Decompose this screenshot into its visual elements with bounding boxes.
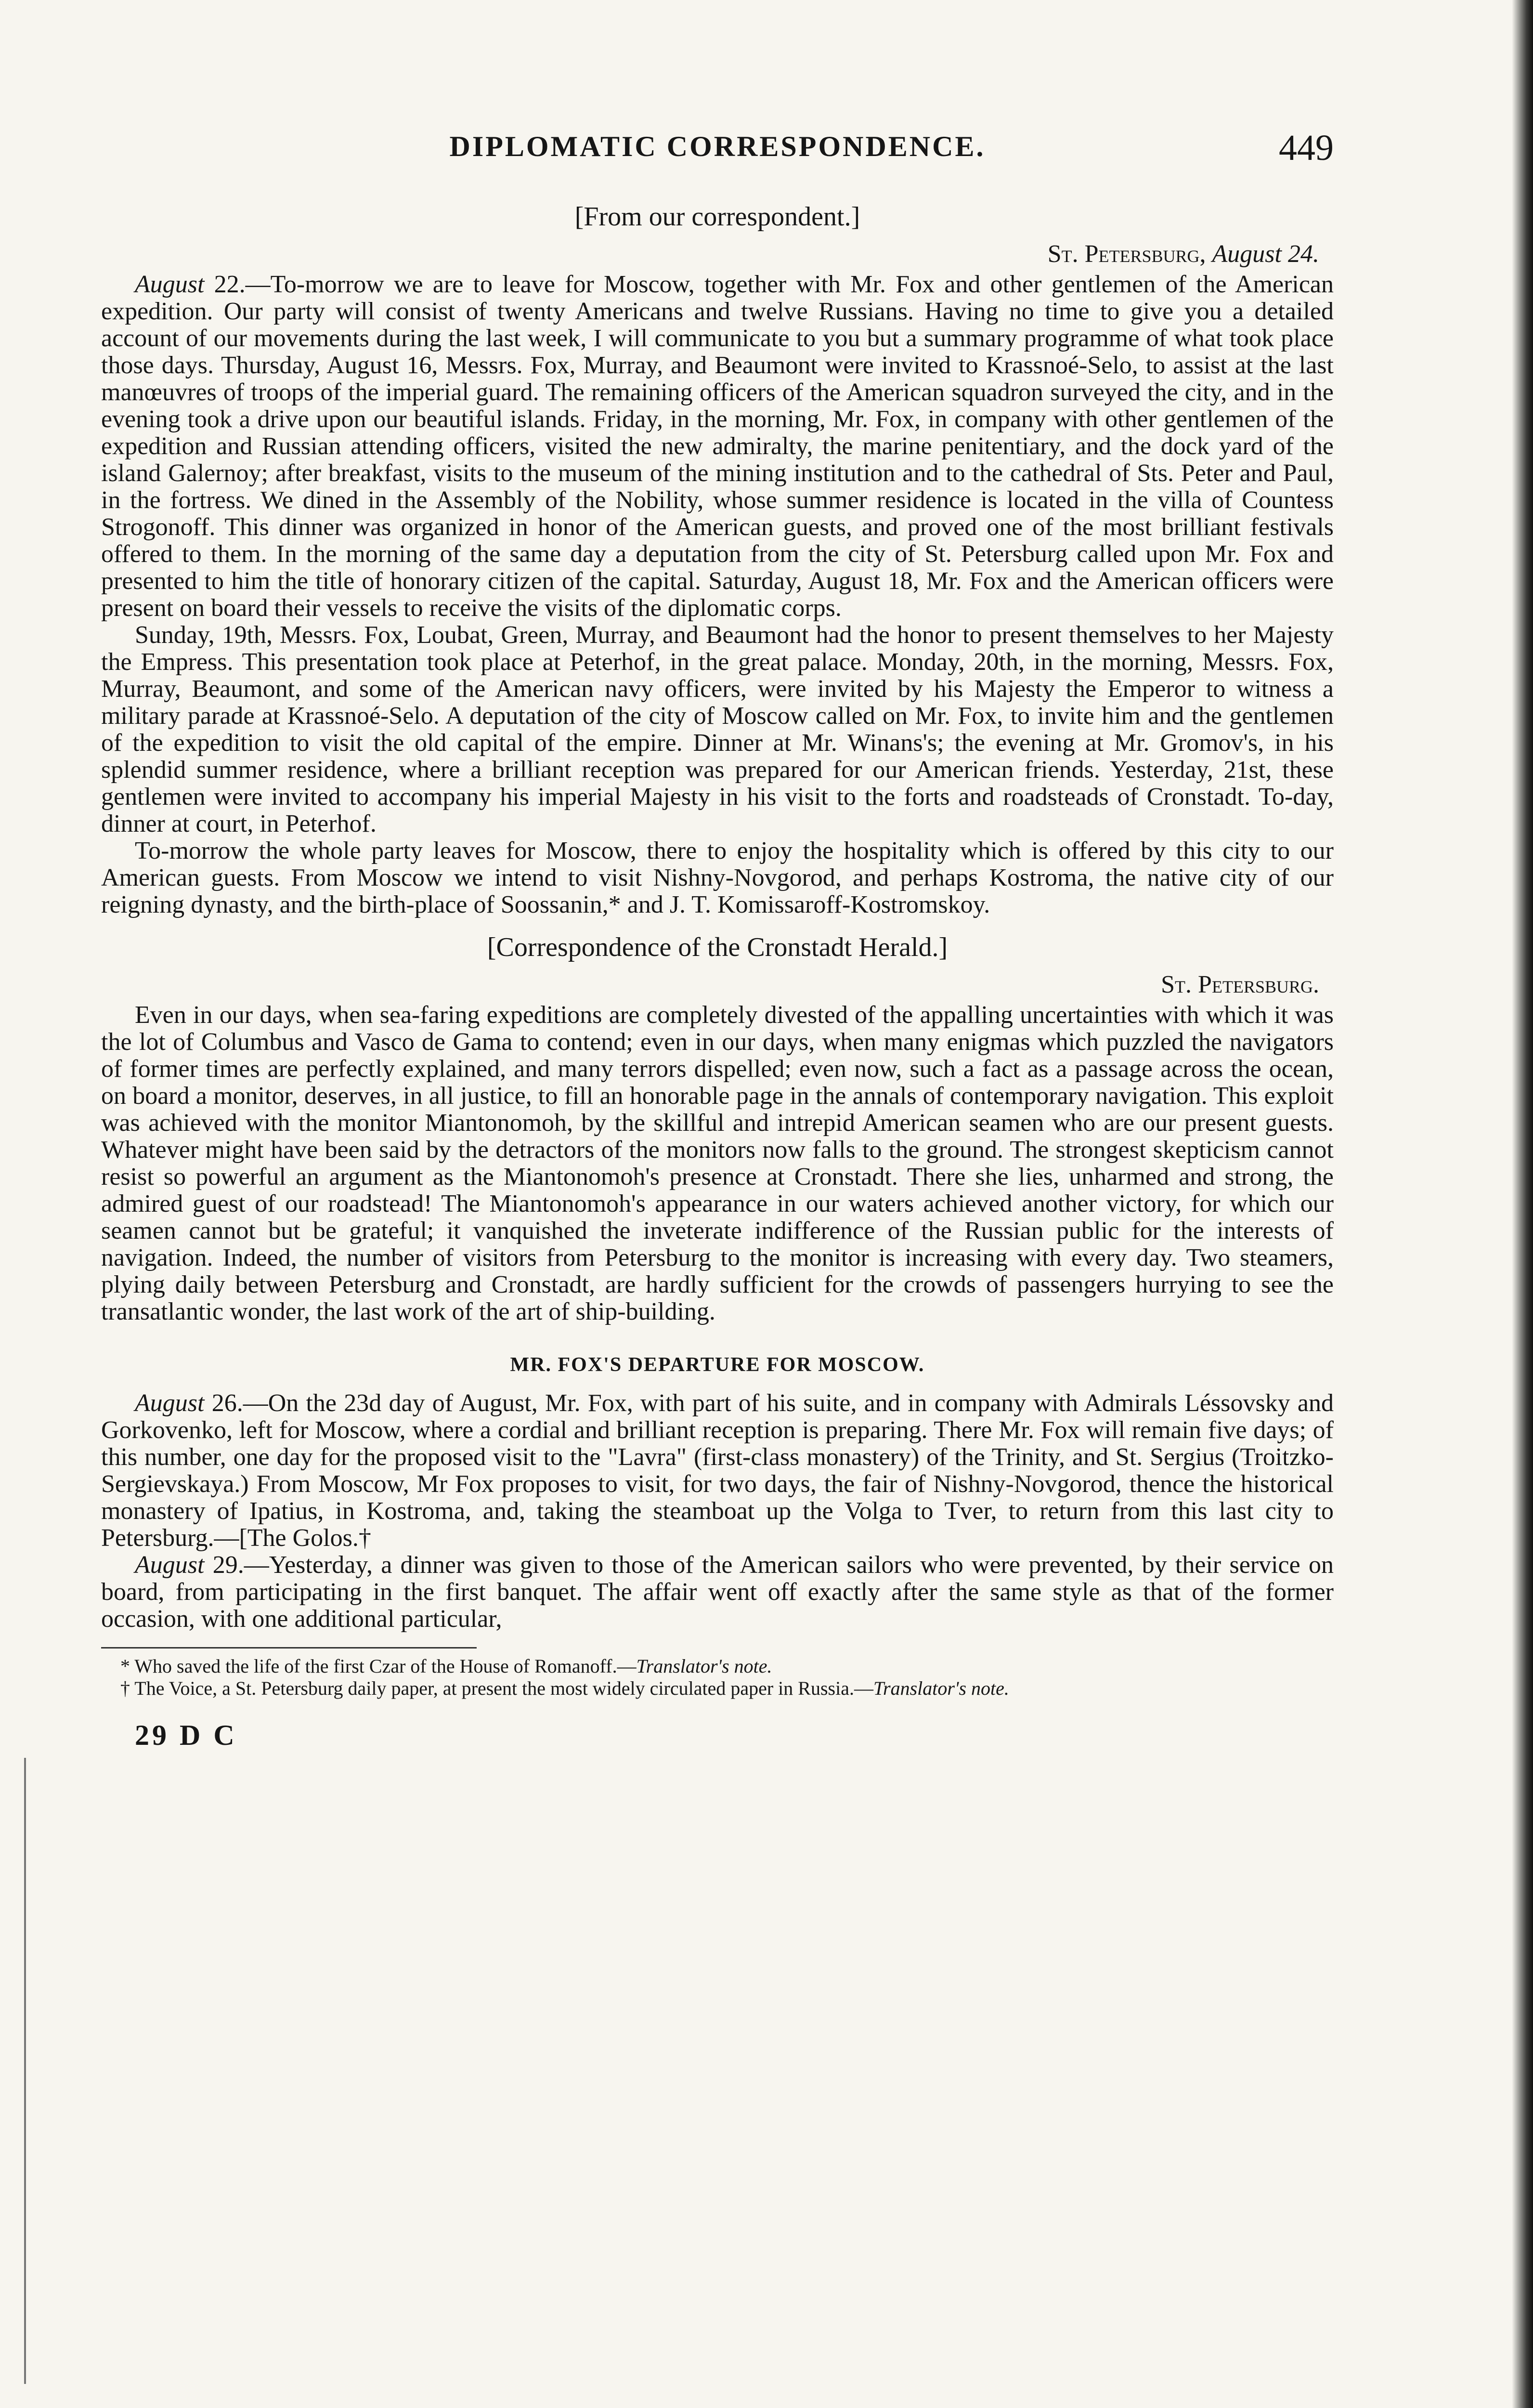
paragraph: [101, 1390, 1334, 1552]
paragraph-text: Sunday, 19th, Messrs. Fox, Loubat, Green, Murray, and Beaumont had the honor to present themselves to her Majesty the Empress. This presentation took place at Peterhof, in the great palace. Monday, 20th, in the morning, Messrs. Fox, Murray, Beaumont, and some of the American navy officers, were invited by his Majesty the Emperor to witness a military parade at Krassnoé-Selo. A deputation of the city of Moscow called on Mr. Fox, to invite him and the gentlemen of the expedition to visit the old capital of the empire. Dinner at Mr. Winans's; the evening at Mr. Gromov's, in his splendid summer residence, where a brilliant reception was prepared for our American friends. Yesterday, 21st, these gentlemen were invited to accompany his imperial Majesty in his visit to the forts and roadsteads of Cronstadt. To-day, dinner at court, in Peterhof.: [101, 621, 1334, 838]
section-fox-departure: [101, 1353, 1334, 1633]
page-edge-shadow: [1512, 0, 1533, 2408]
dateline-date: August 24.: [1212, 240, 1319, 268]
paragraph: [101, 622, 1334, 838]
dateline-place: St. Petersburg,: [1047, 240, 1206, 268]
section-heading: MR. FOX'S DEPARTURE FOR MOSCOW.: [510, 1354, 925, 1376]
dateline-place: St. Petersburg.: [1161, 971, 1319, 998]
footnote: [101, 1655, 1334, 1677]
paragraph-lead: August: [135, 1551, 205, 1579]
signature-mark: 29 D C: [135, 1719, 237, 1751]
footnote: [101, 1677, 1334, 1700]
paragraph: [101, 1002, 1334, 1325]
paragraph-text: To-morrow the whole party leaves for Moscow, there to enjoy the hospitality which is offered by this city to our American guests. From Moscow we intend to visit Nishny-Novgorod, and perhaps Kostroma, the native city of our reigning dynasty, and the birth-place of Soossanin,* and J. T. Komissaroff-Kostromskoy.: [101, 837, 1334, 918]
page-number: 449: [1279, 128, 1334, 168]
paragraph: [101, 1552, 1334, 1633]
footnote-credit: Translator's note.: [636, 1655, 772, 1677]
paragraph-text: 29.—Yesterday, a dinner was given to those of the American sailors who were prevented, by their service on board, from participating in the first banquet. The affair went off exactly after the same style as that of the former occasion, with one additional particular,: [101, 1551, 1334, 1633]
dateline: [101, 240, 1319, 268]
footnote-text: † The Voice, a St. Petersburg daily paper, at present the most widely circulated paper in Russia.—: [120, 1677, 873, 1699]
paragraph-text: 26.—On the 23d day of August, Mr. Fox, with part of his suite, and in company with Admirals Léssovsky and Gorkovenko, left for Moscow, where a cordial and brilliant reception is preparing. There Mr. Fox will remain five days; of this number, one day for the proposed visit to the "Lavra" (first-class monastery) of the Trinity, and St. Sergius (Troitzko-Sergievskaya.) From Moscow, Mr Fox proposes to visit, for two days, the fair of Nishny-Novgorod, thence the historical monastery of Ipatius, in Kostroma, and, taking the steamboat up the Volga to Tver, to return from this last city to Petersburg.—[The Golos.†: [101, 1389, 1334, 1552]
letter-cronstadt-herald: [101, 932, 1334, 1325]
paragraph-lead: August: [135, 271, 205, 298]
paragraph-lead: August: [135, 1389, 205, 1417]
footnote-credit: Translator's note.: [873, 1677, 1009, 1699]
source-line: [Correspondence of the Cronstadt Herald.]: [487, 932, 948, 962]
paragraph-text: 22.—To-morrow we are to leave for Moscow, together with Mr. Fox and other gentlemen of the American expedition. Our party will consist of twenty Americans and twelve Russians. Having no time to give you a detailed account of our movements during the last week, I will communicate to you but a summary programme of what took place those days. Thursday, August 16, Messrs. Fox, Murray, and Beaumont were invited to Krassnoé-Selo, to assist at the last manœuvres of troops of the imperial guard. The remaining officers of the American squadron surveyed the city, and in the evening took a drive upon our beautiful islands. Friday, in the morning, Mr. Fox, in company with other gentlemen of the expedition and Russian attending officers, visited the new admiralty, the marine penitentiary, and the dock yard of the island Galernoy; after breakfast, visits to the museum of the mining institution and to the cathedral of Sts. Peter and Paul, in the fortress. We dined in the Assembly of the Nobility, whose summer residence is located in the villa of Countess Strogonoff. This dinner was organized in honor of the American guests, and proved one of the most brilliant festivals offered to them. In the morning of the same day a deputation from the city of St. Petersburg called upon Mr. Fox and presented to him the title of honorary citizen of the capital. Saturday, August 18, Mr. Fox and the American officers were present on board their vessels to receive the visits of the diplomatic corps.: [101, 271, 1334, 622]
paragraph-text: Even in our days, when sea-faring expeditions are completely divested of the appalling uncertainties with which it was the lot of Columbus and Vasco de Gama to contend; even in our days, when many enigmas which puzzled the navigators of former times are perfectly explained, and many terrors dispelled; even now, such a fact as a passage across the ocean, on board a monitor, deserves, in all justice, to fill an honorable page in the annals of contemporary navigation. This exploit was achieved with the monitor Miantonomoh, by the skillful and intrepid American seamen who are our present guests. Whatever might have been said by the detractors of the monitors now falls to the ground. The strongest skepticism cannot resist so powerful an argument as the Miantonomoh's presence at Cronstadt. There she lies, unharmed and strong, the admired guest of our roadstead! The Miantonomoh's appearance in our waters achieved another victory, for which our seamen cannot but be grateful; it vanquished the inveterate indifference of the Russian public for the interests of navigation. Indeed, the number of visitors from Petersburg to the monitor is increasing with every day. Two steamers, plying daily between Petersburg and Cronstadt, are hardly sufficient for the crowds of passengers hurrying to see the transatlantic wonder, the last work of the art of ship-building.: [101, 1001, 1334, 1325]
footnotes: [101, 1655, 1334, 1700]
letter-from-correspondent: [101, 201, 1334, 918]
binding-mark: [24, 1758, 26, 2384]
running-title: DIPLOMATIC CORRESPONDENCE.: [449, 131, 986, 162]
running-head: [101, 130, 1334, 188]
document-page: [101, 130, 1334, 1752]
paragraph: [101, 838, 1334, 918]
source-line: [From our correspondent.]: [574, 202, 860, 232]
paragraph: [101, 271, 1334, 622]
footnote-rule: [101, 1647, 477, 1649]
footnote-text: * Who saved the life of the first Czar of the House of Romanoff.—: [120, 1655, 637, 1677]
